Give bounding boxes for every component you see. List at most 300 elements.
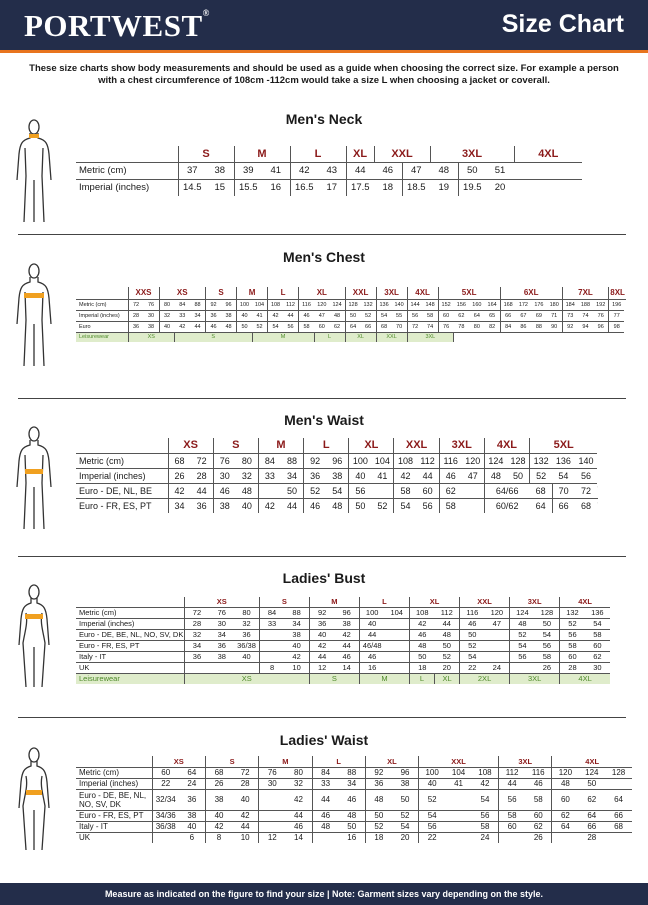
value-cell: 58	[585, 629, 610, 640]
size-cell: S	[206, 287, 237, 299]
value-cell: 10	[240, 833, 250, 843]
size-cell: 3XL	[439, 438, 484, 453]
value-cell: 50	[578, 778, 605, 789]
value-cell: 52	[460, 640, 485, 651]
value-cell: 42	[290, 162, 318, 179]
value-cell: 160	[469, 299, 485, 310]
value-cell: 46/48	[359, 640, 384, 651]
value-cell: 50	[339, 821, 366, 832]
value-cell: 112	[283, 299, 299, 310]
value-cell: 22	[152, 778, 179, 789]
ladies-waist-table	[76, 756, 632, 843]
value-cell: 54	[585, 618, 610, 629]
size-cell: L	[359, 597, 409, 607]
value-cell: 32	[234, 618, 259, 629]
empty-cell	[371, 483, 394, 498]
value-cell: 36	[196, 500, 207, 511]
value-cell: 44	[417, 468, 440, 483]
size-cell: XL	[409, 597, 459, 607]
size-cell: L	[290, 146, 346, 162]
value-cell: 62	[330, 321, 346, 332]
value-cell: 41	[371, 468, 394, 483]
value-cell: 64	[179, 767, 206, 778]
value-cell: 46	[304, 498, 327, 513]
value-cell: 76	[209, 607, 234, 618]
chest-row	[76, 310, 626, 321]
empty-cell	[384, 662, 409, 673]
value-cell: 17	[326, 182, 338, 194]
value-cell: 48	[312, 821, 339, 832]
value-cell: 50	[535, 618, 560, 629]
value-cell: 88	[190, 299, 206, 310]
chest-row	[76, 321, 626, 332]
empty-cell	[152, 832, 179, 843]
waist-row	[76, 498, 598, 513]
value-cell: 52	[365, 821, 392, 832]
empty-cell	[384, 640, 409, 651]
empty-cell	[445, 832, 472, 843]
empty-cell	[552, 832, 579, 843]
value-cell: 77	[609, 310, 625, 321]
value-cell: 88	[284, 607, 309, 618]
section-divider	[18, 398, 626, 399]
size-cell: XXL	[419, 756, 499, 767]
value-cell: 56	[419, 821, 446, 832]
value-cell: 47	[402, 162, 430, 179]
value-cell: 58	[423, 310, 439, 321]
size-cell: 6XL	[500, 287, 562, 299]
leisure-cell: L	[314, 332, 345, 342]
value-cell: 76	[213, 453, 236, 468]
size-cell: XL	[346, 146, 374, 162]
size-cell: L	[312, 756, 365, 767]
value-cell: 60	[560, 651, 585, 662]
male-figure-chest	[14, 262, 54, 370]
value-cell: 28	[587, 833, 597, 843]
value-cell: 28	[232, 778, 259, 789]
row-label: Euro - FR, ES, PT	[79, 500, 152, 511]
empty-cell	[209, 662, 234, 673]
value-cell: 62	[578, 789, 605, 810]
value-cell: 19	[438, 182, 450, 194]
lwaist-row	[76, 778, 632, 789]
value-cell: 48	[236, 483, 259, 498]
size-cell: XS	[168, 438, 213, 453]
empty-cell	[259, 821, 286, 832]
value-cell: 72	[232, 767, 259, 778]
value-cell: 58	[299, 321, 315, 332]
mens-waist-table	[76, 438, 598, 513]
value-cell: 62	[525, 821, 552, 832]
leisure-cell: M	[359, 673, 409, 684]
value-cell: 60	[438, 310, 454, 321]
empty-cell	[605, 778, 632, 789]
row-label: Euro	[76, 321, 128, 332]
value-cell: 32/34	[152, 789, 179, 810]
size-cell: 8XL	[610, 288, 625, 298]
value-cell: 56	[283, 321, 299, 332]
value-cell: 26	[533, 833, 543, 843]
value-cell: 100	[359, 607, 384, 618]
value-cell: 124	[578, 767, 605, 778]
value-cell: 196	[609, 299, 625, 310]
value-cell: 116	[460, 607, 485, 618]
value-cell: 180	[547, 299, 563, 310]
value-cell: 128	[535, 607, 560, 618]
value-cell: 64	[345, 321, 361, 332]
leisure-cell: XS	[184, 673, 309, 684]
value-cell: 42	[205, 821, 232, 832]
value-cell: 132	[530, 453, 553, 468]
value-cell: 52	[377, 500, 388, 511]
value-cell: 52	[361, 310, 377, 321]
value-cell: 36/38	[234, 640, 259, 651]
value-cell: 52	[530, 468, 553, 483]
value-cell: 46	[285, 821, 312, 832]
value-cell: 120	[485, 607, 510, 618]
row-label: Metric (cm)	[76, 162, 178, 179]
value-cell: 19.5	[458, 179, 486, 196]
value-cell: 46	[460, 618, 485, 629]
value-cell: 38	[144, 321, 160, 332]
value-cell: 42	[472, 778, 499, 789]
value-cell: 44	[191, 483, 214, 498]
size-cell: 4XL	[514, 146, 582, 162]
value-cell: 94	[578, 321, 594, 332]
row-label: Euro - DE, NL, BE	[76, 483, 168, 498]
size-cell: XXL	[374, 146, 430, 162]
value-cell: 38	[334, 618, 359, 629]
value-cell: 108	[268, 299, 284, 310]
value-cell: 42	[409, 618, 434, 629]
value-cell: 54	[268, 321, 284, 332]
section-title-ladies-waist: Ladies' Waist	[279, 732, 369, 748]
value-cell: 40	[349, 468, 372, 483]
value-cell: 24	[179, 778, 206, 789]
value-cell: 22	[419, 832, 446, 843]
value-cell: 30	[259, 778, 286, 789]
value-cell: 40	[419, 778, 446, 789]
value-cell: 64	[578, 810, 605, 821]
value-cell: 120	[552, 767, 579, 778]
value-cell: 55	[392, 310, 408, 321]
value-cell: 14	[294, 833, 303, 843]
value-cell: 16	[270, 182, 282, 194]
value-cell: 120	[462, 453, 485, 468]
header-bar	[0, 0, 648, 50]
value-cell: 36	[179, 789, 206, 810]
bust-row	[76, 640, 610, 651]
value-cell: 34/36	[152, 810, 179, 821]
value-cell: 96	[392, 767, 419, 778]
value-cell: 60	[314, 321, 330, 332]
empty-cell	[259, 789, 286, 810]
value-cell: 64	[605, 789, 632, 810]
value-cell: 136	[376, 299, 392, 310]
value-cell: 62	[454, 310, 470, 321]
value-cell: 120	[314, 299, 330, 310]
leisure-cell: M	[252, 332, 314, 342]
value-cell: 66	[552, 498, 575, 513]
value-cell: 36	[209, 640, 234, 651]
value-cell: 60	[499, 821, 526, 832]
value-cell: 36	[304, 468, 327, 483]
value-cell: 38	[179, 810, 206, 821]
value-cell: 12	[259, 832, 286, 843]
size-cell: 3XL	[499, 756, 552, 767]
value-cell: 17.5	[346, 179, 374, 196]
section-divider	[18, 234, 626, 235]
size-cell: XXL	[460, 597, 510, 607]
size-cell: 3XL	[430, 146, 514, 162]
value-cell: 32	[285, 778, 312, 789]
size-cell: 3XL	[376, 287, 407, 299]
value-cell: 44	[190, 321, 206, 332]
value-cell: 50	[409, 651, 434, 662]
value-cell: 54	[552, 468, 575, 483]
leisure-cell: 2XL	[460, 673, 510, 684]
value-cell: 44	[283, 310, 299, 321]
value-cell: 58	[439, 498, 462, 513]
value-cell: 74	[578, 310, 594, 321]
empty-cell	[605, 832, 632, 843]
value-cell: 30	[213, 468, 236, 483]
value-cell: 88	[531, 321, 547, 332]
empty-cell	[259, 629, 284, 640]
value-cell: 69	[531, 310, 547, 321]
value-cell: 92	[206, 299, 222, 310]
row-label: UK	[79, 833, 91, 843]
value-cell: 108	[394, 453, 417, 468]
value-cell: 56	[422, 500, 433, 511]
size-cell: 3XL	[510, 597, 560, 607]
value-cell: 62	[552, 810, 579, 821]
value-cell: 152	[438, 299, 454, 310]
size-cell: S	[213, 438, 258, 453]
value-cell: 50	[237, 321, 253, 332]
value-cell: 38	[205, 789, 232, 810]
size-cell: 5XL	[438, 287, 500, 299]
value-cell: 26	[168, 468, 191, 483]
lwaist-row	[76, 767, 632, 778]
value-cell: 68	[168, 453, 191, 468]
value-cell: 22	[460, 662, 485, 673]
value-cell: 72	[407, 321, 423, 332]
leisure-cell: 3XL	[510, 673, 560, 684]
empty-cell	[384, 629, 409, 640]
empty-cell	[510, 662, 535, 673]
leisure-cell: S	[175, 332, 253, 342]
male-figure-waist	[14, 425, 54, 533]
value-cell: 51	[486, 162, 514, 179]
value-cell: 42	[175, 321, 191, 332]
row-label: Euro - FR, ES, PT	[76, 640, 184, 651]
value-cell: 48	[552, 778, 579, 789]
value-cell: 6	[189, 833, 195, 843]
size-cell: M	[309, 597, 359, 607]
value-cell: 64/66	[484, 483, 529, 498]
section-title-mens-neck: Men's Neck	[285, 111, 363, 127]
value-cell: 76	[144, 299, 160, 310]
value-cell: 96	[334, 607, 359, 618]
footer-note: Measure as indicated on the figure to find your size | Note: Garment sizes vary depending on the style.	[0, 883, 648, 905]
value-cell: 84	[312, 767, 339, 778]
value-cell: 124	[484, 453, 507, 468]
lwaist-row	[76, 789, 632, 810]
value-cell: 88	[339, 767, 366, 778]
row-label: Euro - FR, ES, PT	[76, 810, 152, 821]
value-cell: 73	[562, 310, 578, 321]
row-label: Imperial (inches)	[79, 182, 150, 194]
value-cell: 108	[472, 767, 499, 778]
size-cell: XS	[159, 287, 206, 299]
intro-text: These size charts show body measurements and should be used as a guide when choosing the correct size. For example a person with a chest circumference of 108cm -112cm would take a size L when choosing a jacket or coverall.	[29, 63, 619, 86]
value-cell: 30	[585, 662, 610, 673]
empty-cell	[454, 332, 625, 342]
value-cell: 40	[179, 821, 206, 832]
value-cell: 76	[593, 310, 609, 321]
value-cell: 54	[419, 810, 446, 821]
value-cell: 15.5	[234, 179, 262, 196]
value-cell: 46	[374, 162, 402, 179]
value-cell: 72	[575, 483, 598, 498]
row-label: Euro - DE, BE, NL, NO, SV, DK	[76, 789, 152, 810]
value-cell: 38	[206, 162, 234, 179]
value-cell: 84	[175, 299, 191, 310]
value-cell: 48	[435, 629, 460, 640]
value-cell: 24	[480, 833, 490, 843]
value-cell: 20	[435, 662, 460, 673]
leisurewear-label: Leisurewear	[76, 673, 184, 684]
value-cell: 52	[252, 321, 268, 332]
value-cell: 37	[178, 162, 206, 179]
value-cell: 41	[262, 162, 290, 179]
value-cell: 50	[460, 629, 485, 640]
value-cell: 40	[309, 629, 334, 640]
value-cell: 46	[312, 810, 339, 821]
value-cell: 65	[485, 310, 501, 321]
value-cell: 44	[435, 618, 460, 629]
value-cell: 33	[312, 778, 339, 789]
value-cell: 56	[499, 789, 526, 810]
value-cell: 47	[485, 618, 510, 629]
value-cell: 68	[530, 483, 553, 498]
leisure-cell: XS	[128, 332, 175, 342]
empty-cell	[462, 483, 485, 498]
value-cell: 136	[552, 453, 575, 468]
bust-row	[76, 662, 610, 673]
value-cell: 48	[430, 162, 458, 179]
size-cell: L	[268, 287, 299, 299]
value-cell: 44	[309, 651, 334, 662]
empty-cell	[485, 640, 510, 651]
value-cell: 36	[206, 310, 222, 321]
value-cell: 46	[439, 468, 462, 483]
value-cell: 56	[407, 310, 423, 321]
size-cell: 5XL	[530, 438, 598, 453]
value-cell: 52	[435, 651, 460, 662]
value-cell: 50	[507, 468, 530, 483]
empty-cell	[445, 789, 472, 810]
value-cell: 18	[409, 662, 434, 673]
value-cell: 40	[359, 618, 384, 629]
value-cell: 41	[445, 778, 472, 789]
lwaist-row	[76, 810, 632, 821]
value-cell: 34	[190, 310, 206, 321]
value-cell: 28	[560, 662, 585, 673]
size-cell: 4XL	[407, 287, 438, 299]
value-cell: 92	[304, 453, 327, 468]
value-cell: 66	[500, 310, 516, 321]
value-cell: 80	[469, 321, 485, 332]
value-cell: 92	[365, 767, 392, 778]
leisure-cell: S	[309, 673, 359, 684]
value-cell: 148	[423, 299, 439, 310]
value-cell: 68	[605, 821, 632, 832]
value-cell: 46	[334, 651, 359, 662]
value-cell: 33	[258, 468, 281, 483]
value-cell: 58	[472, 821, 499, 832]
empty-cell	[384, 618, 409, 629]
value-cell: 46	[299, 310, 315, 321]
value-cell: 42	[285, 789, 312, 810]
value-cell: 38	[213, 498, 236, 513]
value-cell: 100	[419, 767, 446, 778]
value-cell: 16.5	[290, 179, 318, 196]
value-cell: 92	[309, 607, 334, 618]
value-cell: 20	[400, 833, 410, 843]
value-cell: 48	[409, 640, 434, 651]
empty-cell	[445, 821, 472, 832]
value-cell: 54	[510, 640, 535, 651]
value-cell: 50	[435, 640, 460, 651]
value-cell: 42	[168, 483, 191, 498]
value-cell: 36	[365, 778, 392, 789]
value-cell: 80	[234, 607, 259, 618]
value-cell: 38	[284, 629, 309, 640]
value-cell: 98	[609, 321, 625, 332]
value-cell: 52	[392, 810, 419, 821]
section-title-ladies-bust: Ladies' Bust	[282, 570, 366, 586]
value-cell: 67	[516, 310, 532, 321]
row-label: Metric (cm)	[76, 299, 128, 310]
value-cell: 44	[232, 821, 259, 832]
value-cell: 176	[531, 299, 547, 310]
value-cell: 40	[284, 640, 309, 651]
value-cell: 50	[392, 789, 419, 810]
value-cell: 38	[326, 468, 349, 483]
value-cell: 132	[361, 299, 377, 310]
value-cell: 43	[318, 162, 346, 179]
value-cell: 70	[552, 483, 575, 498]
empty-cell	[485, 651, 510, 662]
value-cell: 62	[439, 483, 462, 498]
value-cell: 28	[184, 618, 209, 629]
value-cell: 54	[460, 651, 485, 662]
size-cell: S	[259, 597, 309, 607]
section-title-mens-waist: Men's Waist	[284, 412, 364, 428]
value-cell: 104	[252, 299, 268, 310]
value-cell: 172	[516, 299, 532, 310]
row-label: Italy - IT	[76, 821, 152, 832]
value-cell: 56	[510, 651, 535, 662]
value-cell: 84	[258, 453, 281, 468]
value-cell: 48	[510, 618, 535, 629]
value-cell: 72	[184, 607, 209, 618]
mens-neck-table	[76, 146, 582, 196]
empty-cell	[312, 832, 339, 843]
value-cell: 46	[339, 789, 366, 810]
